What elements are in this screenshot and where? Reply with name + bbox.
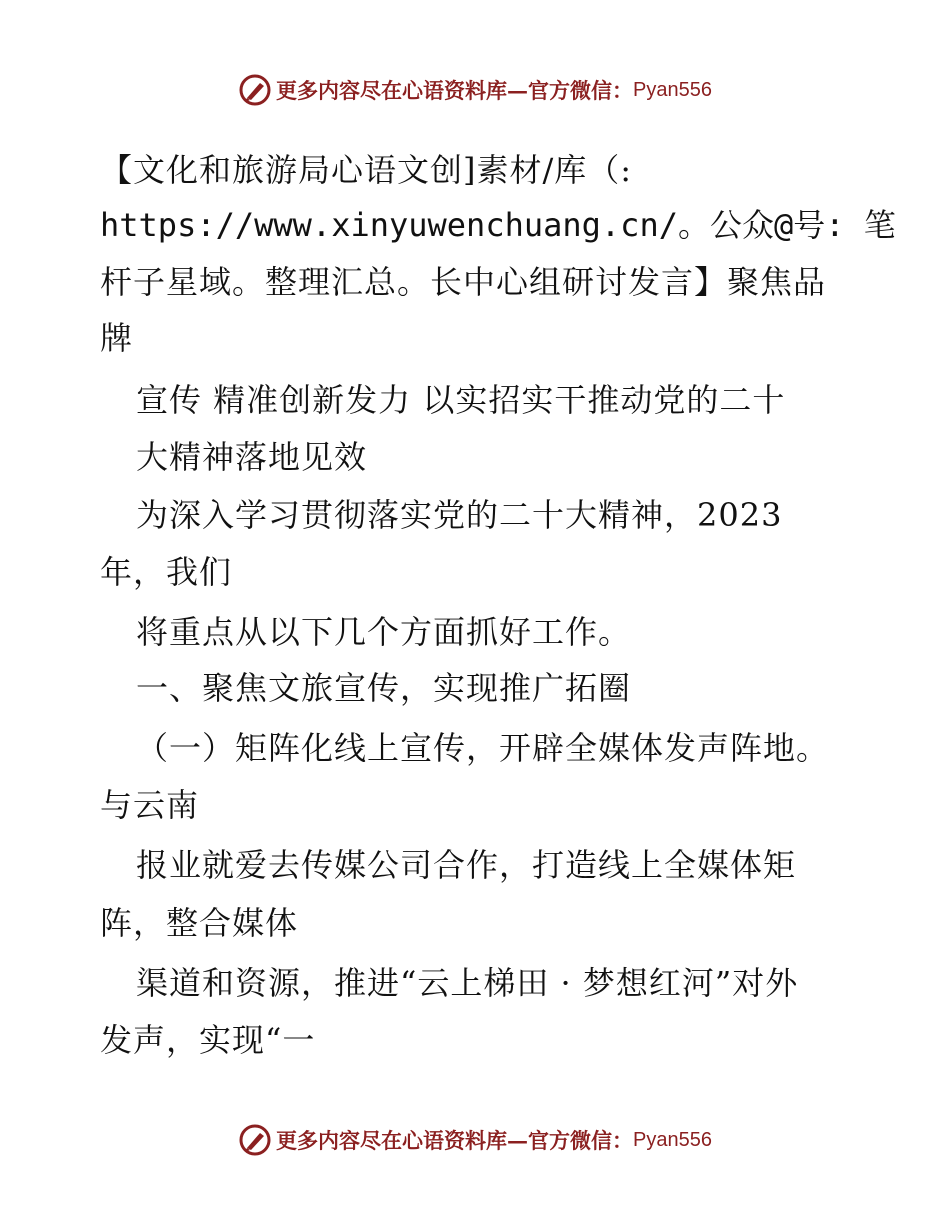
text-line: https://www.xinyuwenchuang.cn/。公众@号: 笔 xyxy=(100,206,896,244)
subsection-heading: （一）矩阵化线上宣传，开辟全媒体发声阵地。 xyxy=(136,729,830,767)
text-line: 发声，实现“一 xyxy=(100,1021,316,1059)
watermark-slogan: 更多内容尽在心语资料库—官方微信： xyxy=(276,78,634,103)
text-line: 年，我们 xyxy=(100,553,233,591)
watermark-slogan: 更多内容尽在心语资料库—官方微信： xyxy=(276,1128,634,1153)
text-line: 杆子星域。整理汇总。长中心组研讨发言】聚焦品 xyxy=(100,263,827,301)
text-line: 阵，整合媒体 xyxy=(100,904,299,942)
text-line: 为深入学习贯彻落实党的二十大精神，2023 xyxy=(136,496,783,534)
watermark-wechat-id: Pyan556 xyxy=(633,78,712,101)
text-line: 渠道和资源，推进“云上梯田 · 梦想红河”对外 xyxy=(136,964,799,1002)
footer-watermark xyxy=(0,1120,950,1160)
text-line: 【文化和旅游局心语文创]素材/库（: xyxy=(100,151,633,189)
text-line: 宣传 精准创新发力 以实招实干推动党的二十 xyxy=(136,381,786,419)
header-watermark xyxy=(0,70,950,110)
text-line: 报业就爱去传媒公司合作，打造线上全媒体矩 xyxy=(136,846,797,884)
text-line: 大精神落地见效 xyxy=(136,438,368,476)
pen-logo-icon xyxy=(238,73,272,107)
text-line: 牌 xyxy=(100,319,134,357)
watermark-wechat-id: Pyan556 xyxy=(633,1128,712,1151)
section-heading: 一、聚焦文旅宣传，实现推广拓圈 xyxy=(136,669,632,707)
pen-logo-icon xyxy=(238,1123,272,1157)
text-line: 与云南 xyxy=(100,786,200,824)
text-line: 将重点从以下几个方面抓好工作。 xyxy=(136,613,632,651)
